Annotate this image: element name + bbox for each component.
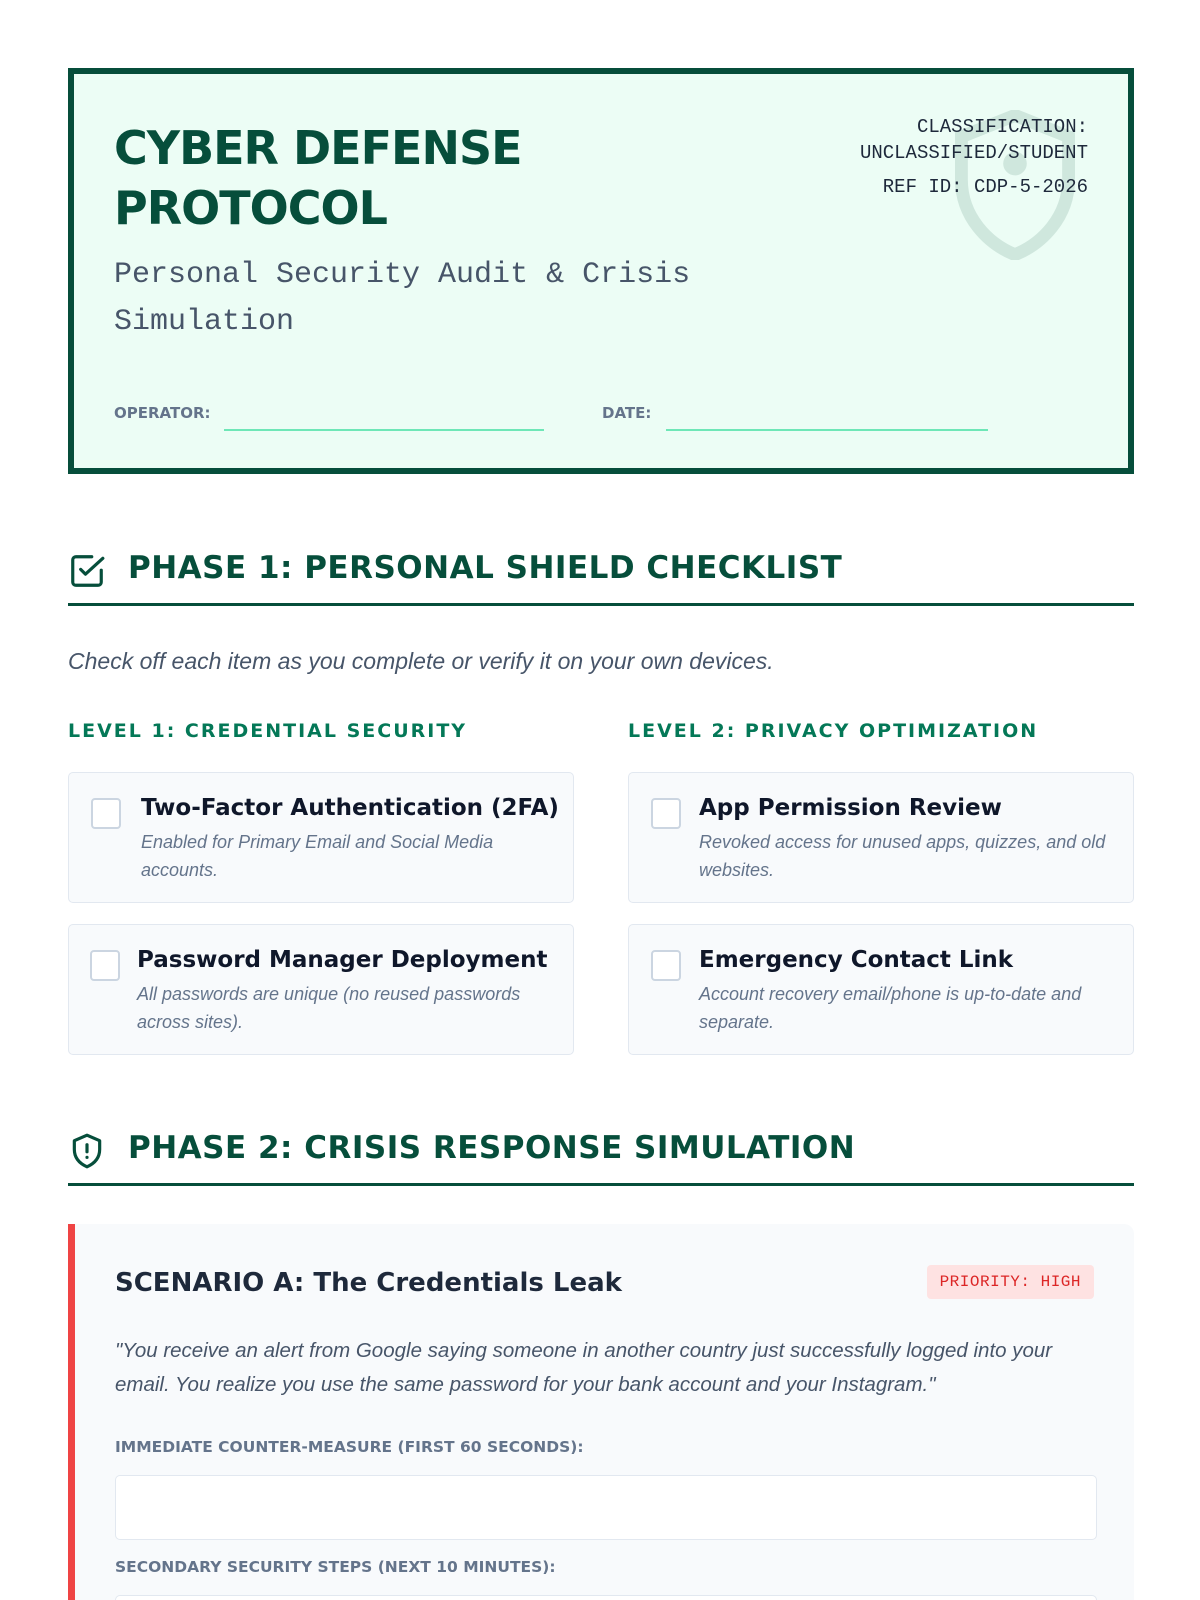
checkbox[interactable]: [90, 950, 120, 981]
checklist-item-desc: Revoked access for unused apps, quizzes, and old websites.: [699, 832, 1106, 880]
phase1-header: [68, 540, 1134, 606]
checklist-item[interactable]: [628, 924, 1134, 1055]
page-title: CYBER DEFENSE PROTOCOL: [114, 121, 522, 235]
priority-badge: PRIORITY: HIGH: [927, 1265, 1094, 1299]
operator-field[interactable]: [224, 429, 544, 431]
header-card: [68, 68, 1134, 474]
checkbox[interactable]: [651, 950, 681, 981]
scenario-title: SCENARIO A: The Credentials Leak: [115, 1268, 622, 1298]
checklist-item-desc: Enabled for Primary Email and Social Media accounts.: [141, 832, 494, 880]
checklist-item[interactable]: [628, 772, 1134, 903]
phase2-title: PHASE 2: CRISIS RESPONSE SIMULATION: [128, 1130, 856, 1166]
scenario-quote: "You receive an alert from Google saying someone in another country just successfully logged into your email. You realize you use the same password for your bank account and your Instagram.": [115, 1339, 1053, 1396]
operator-label: OPERATOR:: [114, 404, 211, 422]
scenario-card: [68, 1224, 1134, 1600]
checklist-item-title: App Permission Review: [699, 795, 1002, 821]
date-label: DATE:: [602, 404, 652, 422]
immediate-countermeasure-label: IMMEDIATE COUNTER-MEASURE (FIRST 60 SECONDS):: [115, 1438, 584, 1456]
secondary-steps-label: SECONDARY SECURITY STEPS (NEXT 10 MINUTES):: [115, 1558, 556, 1576]
secondary-steps-input[interactable]: [115, 1595, 1097, 1600]
classification-block: [728, 114, 1088, 200]
checklist-item-desc: Account recovery email/phone is up-to-date and separate.: [699, 984, 1082, 1032]
shield-alert-icon: [68, 1132, 106, 1170]
immediate-countermeasure-input[interactable]: [115, 1475, 1097, 1540]
checklist-item[interactable]: [68, 924, 574, 1055]
level2-heading: LEVEL 2: PRIVACY OPTIMIZATION: [628, 720, 1039, 742]
checklist-item-title: Emergency Contact Link: [699, 947, 1014, 973]
checkbox[interactable]: [91, 798, 121, 829]
ref-id: REF ID: CDP-5-2026: [882, 176, 1088, 198]
classification-value: UNCLASSIFIED/STUDENT: [859, 142, 1088, 164]
phase2-header: [68, 1120, 1134, 1186]
page-subtitle: Personal Security Audit & Crisis Simulation: [114, 258, 691, 339]
date-field[interactable]: [666, 429, 988, 431]
checklist-item-title: Password Manager Deployment: [137, 947, 548, 973]
checkbox-icon: [68, 552, 106, 590]
level1-heading: LEVEL 1: CREDENTIAL SECURITY: [68, 720, 468, 742]
checklist-item[interactable]: [68, 772, 574, 903]
phase1-title: PHASE 1: PERSONAL SHIELD CHECKLIST: [128, 550, 843, 586]
classification-label: CLASSIFICATION:: [916, 116, 1088, 138]
checklist-item-desc: All passwords are unique (no reused passwords across sites).: [137, 984, 521, 1032]
checkbox[interactable]: [651, 798, 681, 829]
phase1-intro: Check off each item as you complete or verify it on your own devices.: [68, 648, 774, 674]
checklist-item-title: Two-Factor Authentication (2FA): [141, 795, 559, 821]
